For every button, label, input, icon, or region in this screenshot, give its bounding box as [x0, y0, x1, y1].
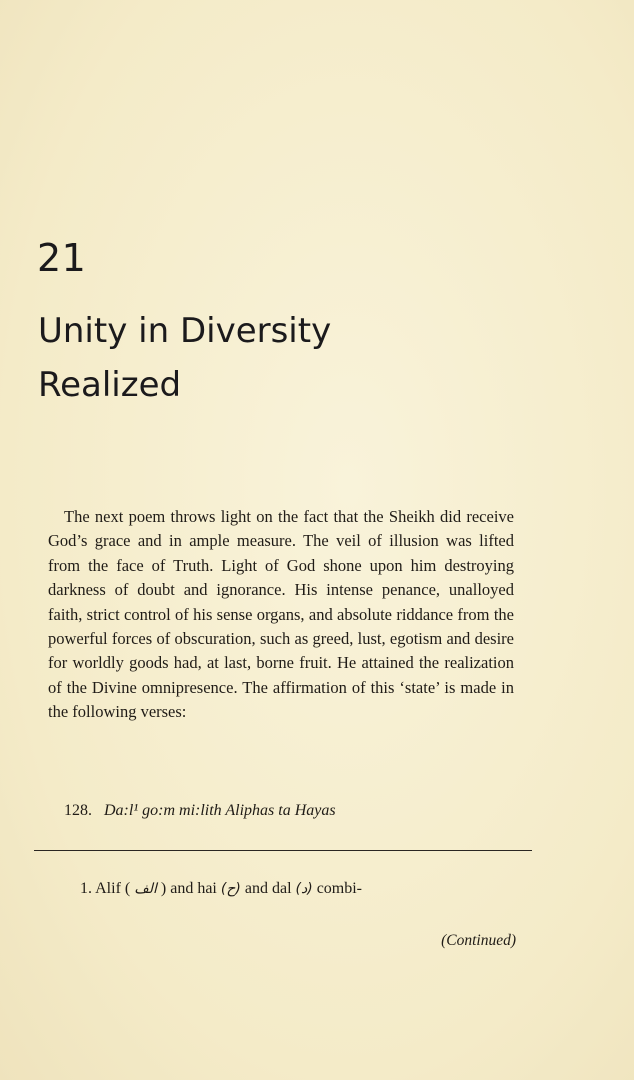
footnote-text-4: combi- [316, 880, 363, 897]
chapter-title-line-1: Unity in Diversity [38, 311, 332, 351]
chapter-number: 21 [37, 236, 87, 280]
footnote-arabic-2: (ح) [220, 881, 241, 897]
footnote-arabic-3: (د) [295, 881, 313, 897]
chapter-title [38, 304, 331, 412]
verse-text: Da:l¹ go:m mi:lith Aliphas ta Hayas [104, 802, 336, 819]
verse-number: 128. [64, 802, 92, 819]
verse-line [64, 800, 336, 822]
footnote-number: 1. [80, 880, 92, 897]
footnote-text-2: ) and hai [160, 880, 217, 897]
body-paragraph: The next poem throws light on the fact that the Sheikh did receive God’s grace and in ample measure. The veil of illusion was lifted from the face of Truth. Light of God shone upon him destroying darkness of doubt and ignorance. His intense penance, unalloyed faith, strict control of his sense organs, and absolute riddance from the powerful forces of obscuration, such as greed, lust, egotism and desire for worldly goods had, at last, borne fruit. He attained the realization of the Divine omnipresence. The affirmation of this ‘state’ is made in the following verses: [48, 507, 514, 722]
footnote-text-1: Alif ( [95, 880, 131, 897]
footnote [80, 878, 362, 900]
chapter-title-line-2: Realized [38, 365, 182, 405]
continued-note: (Continued) [441, 932, 516, 949]
footnote-text-3: and dal [244, 880, 292, 897]
footnote-rule [34, 850, 532, 851]
footnote-arabic-1: الف [134, 881, 157, 897]
